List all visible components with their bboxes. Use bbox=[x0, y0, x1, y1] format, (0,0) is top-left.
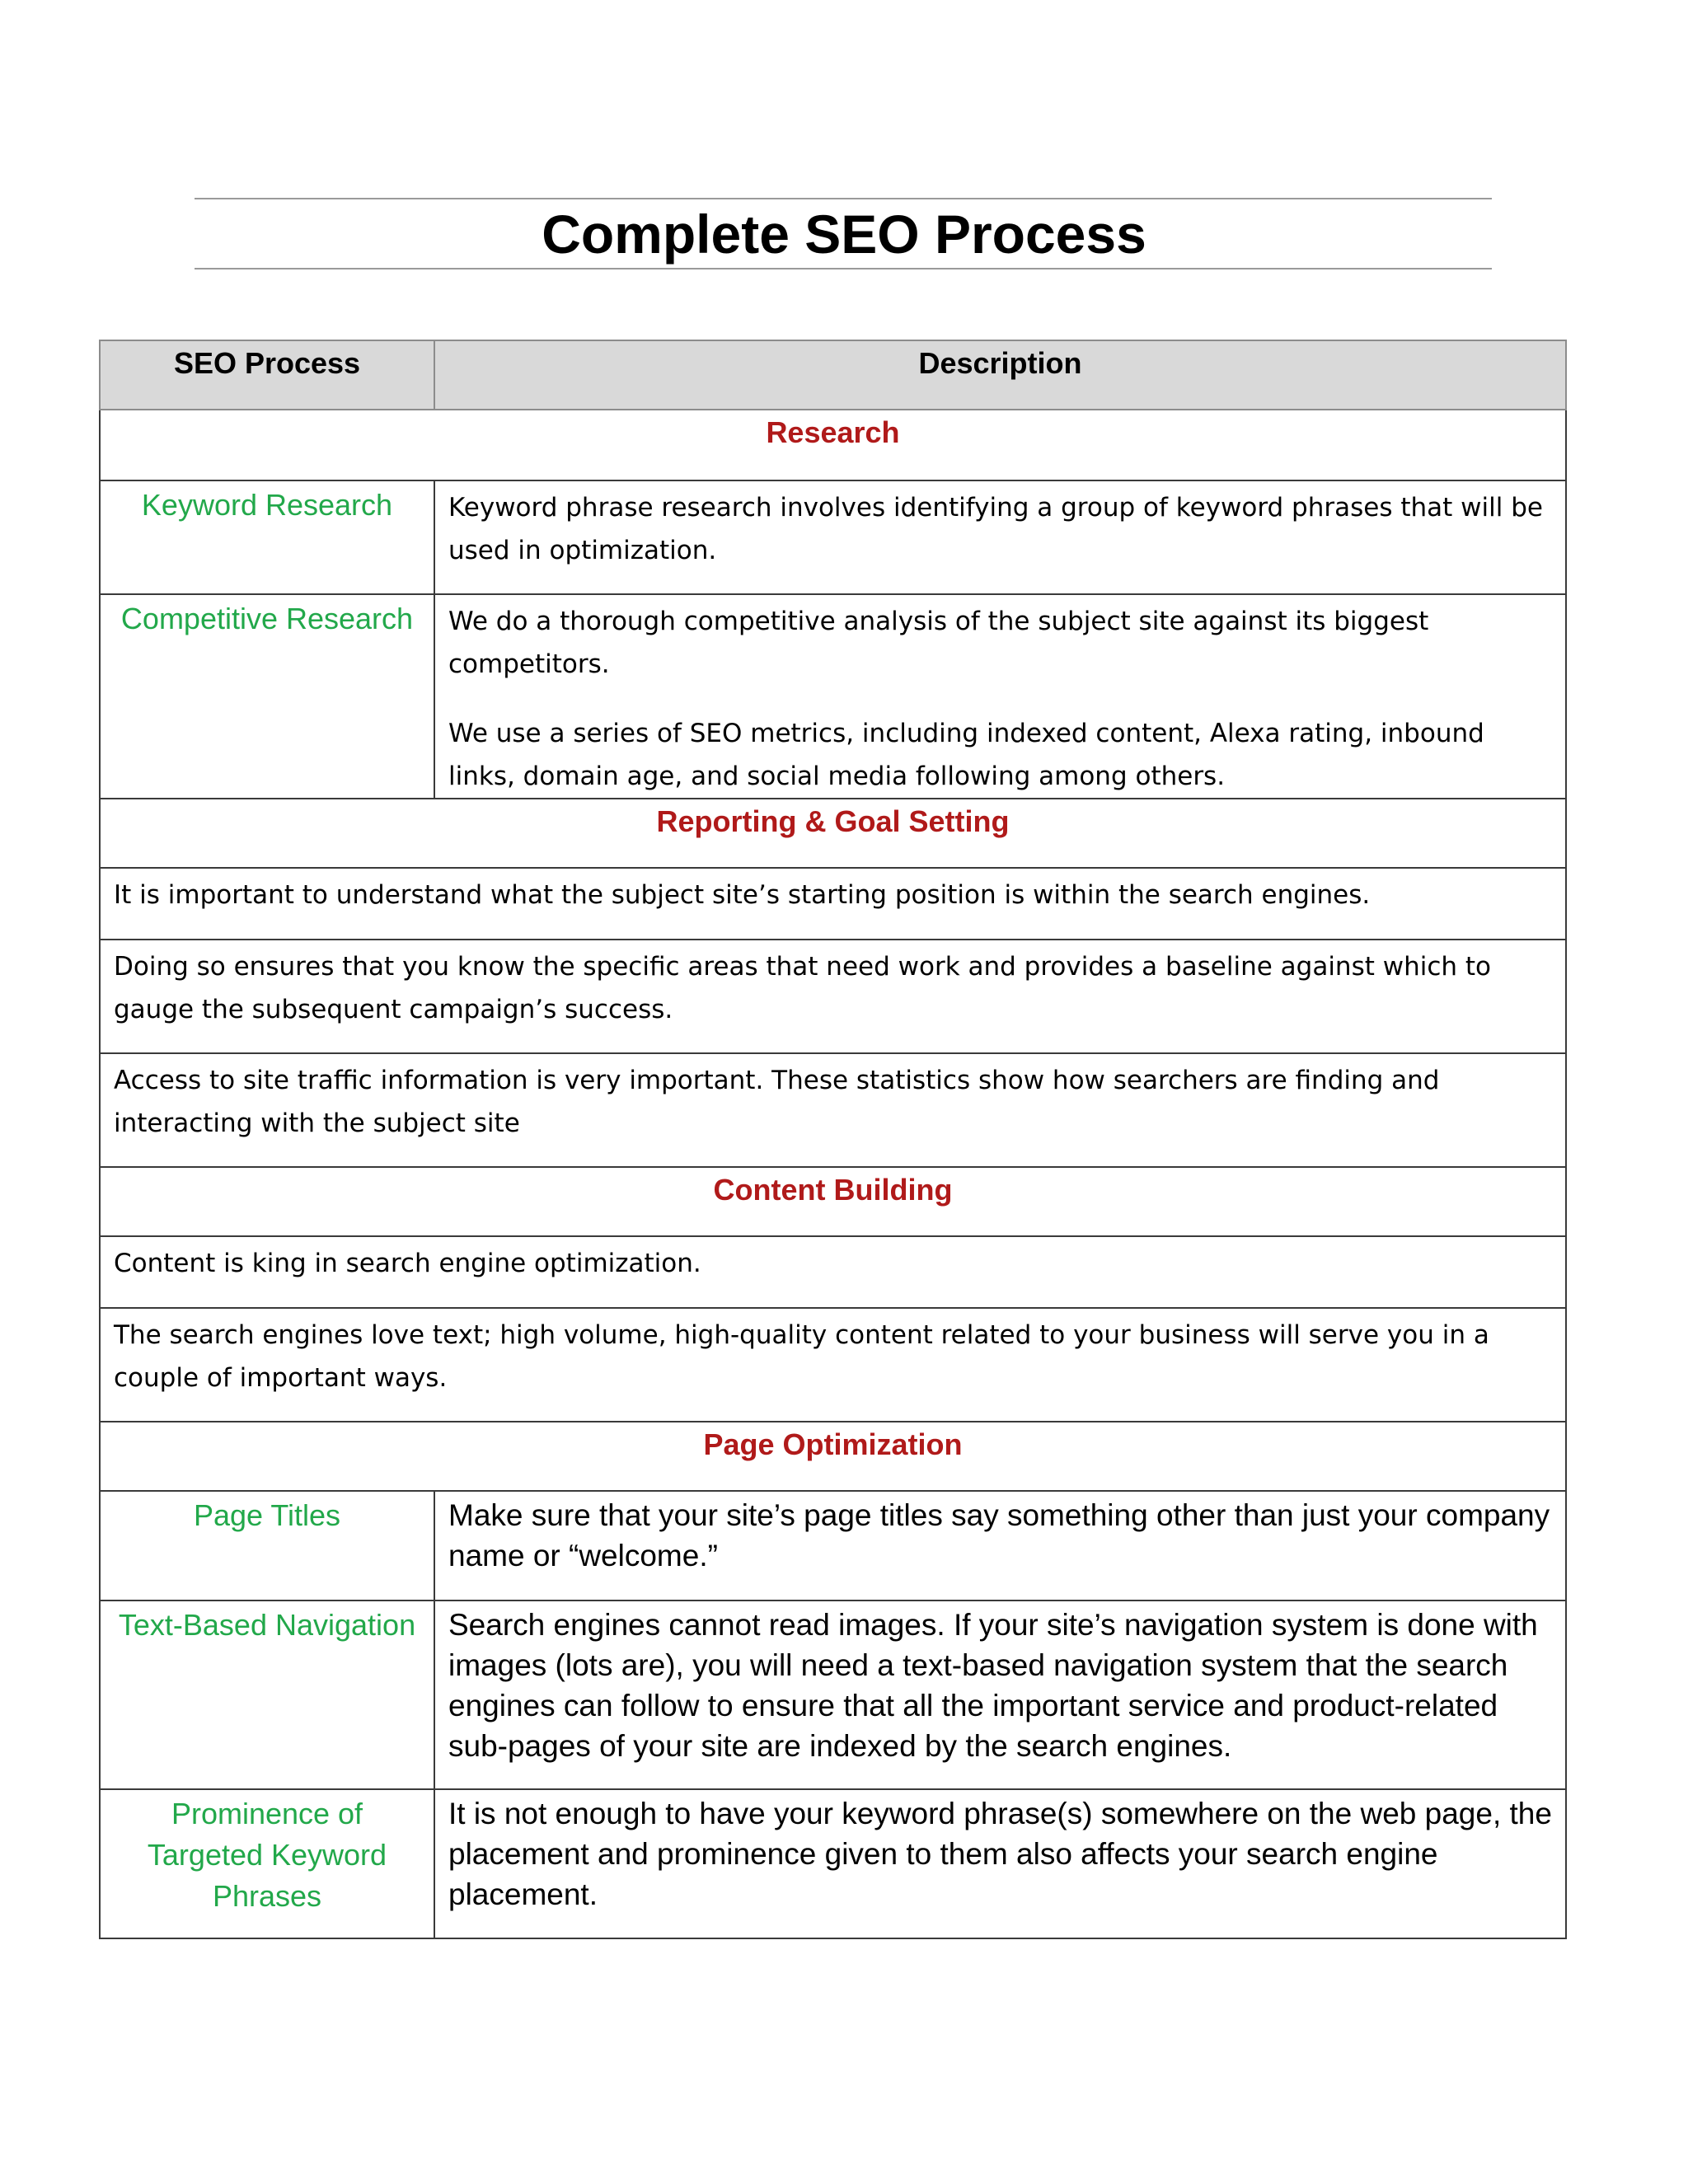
page-title: Complete SEO Process bbox=[542, 204, 1146, 265]
table-row bbox=[100, 1236, 1566, 1308]
section-row-page-optimization bbox=[100, 1422, 1566, 1491]
table-row bbox=[100, 940, 1566, 1053]
process-label: Competitive Research bbox=[100, 594, 434, 799]
table-row bbox=[100, 868, 1566, 940]
description-paragraph: We use a series of SEO metrics, including indexed content, Alexa rating, inbound links, domain age, and social media following among others. bbox=[448, 719, 1484, 791]
process-description: It is not enough to have your keyword phrase(s) somewhere on the web page, the placement and prominence given to them also affects your search engine placement. bbox=[434, 1789, 1566, 1938]
seo-process-table bbox=[99, 340, 1567, 1939]
process-description bbox=[434, 480, 1566, 594]
header-seo-process: SEO Process bbox=[100, 340, 434, 410]
table-row bbox=[100, 480, 1566, 594]
title-top-rule bbox=[195, 198, 1492, 199]
process-label: Text-Based Navigation bbox=[100, 1601, 434, 1789]
section-heading-content: Content Building bbox=[100, 1167, 1566, 1236]
process-label: Prominence of Targeted Keyword Phrases bbox=[100, 1789, 434, 1938]
description-paragraph: We do a thorough competitive analysis of the subject site against its biggest competitors. bbox=[448, 607, 1429, 679]
process-label: Keyword Research bbox=[100, 480, 434, 594]
full-width-text: It is important to understand what the subject site’s starting position is within the search engines. bbox=[100, 868, 1566, 940]
table-row bbox=[100, 1601, 1566, 1789]
title-bottom-rule bbox=[195, 268, 1492, 269]
process-description bbox=[434, 594, 1566, 799]
table-row bbox=[100, 594, 1566, 799]
full-width-text: Content is king in search engine optimization. bbox=[100, 1236, 1566, 1308]
table-header-row bbox=[100, 340, 1566, 410]
section-heading-page-optimization: Page Optimization bbox=[100, 1422, 1566, 1491]
table-row bbox=[100, 1053, 1566, 1167]
process-description: Search engines cannot read images. If your site’s navigation system is done with images (lots are), you will need a text-based navigation system that the search engines can follow to ensure that all the important service and product-related sub-pages of your site are indexed by the search engines. bbox=[434, 1601, 1566, 1789]
section-row-research bbox=[100, 410, 1566, 480]
full-width-text: The search engines love text; high volume, high-quality content related to your business will serve you in a couple of important ways. bbox=[100, 1308, 1566, 1422]
full-width-text: Doing so ensures that you know the specific areas that need work and provides a baseline against which to gauge the subsequent campaign’s success. bbox=[100, 940, 1566, 1053]
description-paragraph: Keyword phrase research involves identifying a group of keyword phrases that will be used in optimization. bbox=[448, 493, 1543, 565]
table-row bbox=[100, 1308, 1566, 1422]
table-row bbox=[100, 1789, 1566, 1938]
full-width-text: Access to site traffic information is very important. These statistics show how searchers are finding and interacting with the subject site bbox=[100, 1053, 1566, 1167]
section-row-reporting bbox=[100, 799, 1566, 868]
section-heading-reporting: Reporting & Goal Setting bbox=[100, 799, 1566, 868]
section-heading-research: Research bbox=[100, 410, 1566, 480]
table-row bbox=[100, 1491, 1566, 1601]
header-description: Description bbox=[434, 340, 1566, 410]
process-label: Page Titles bbox=[100, 1491, 434, 1601]
section-row-content bbox=[100, 1167, 1566, 1236]
process-description: Make sure that your site’s page titles say something other than just your company name or “welcome.” bbox=[434, 1491, 1566, 1601]
